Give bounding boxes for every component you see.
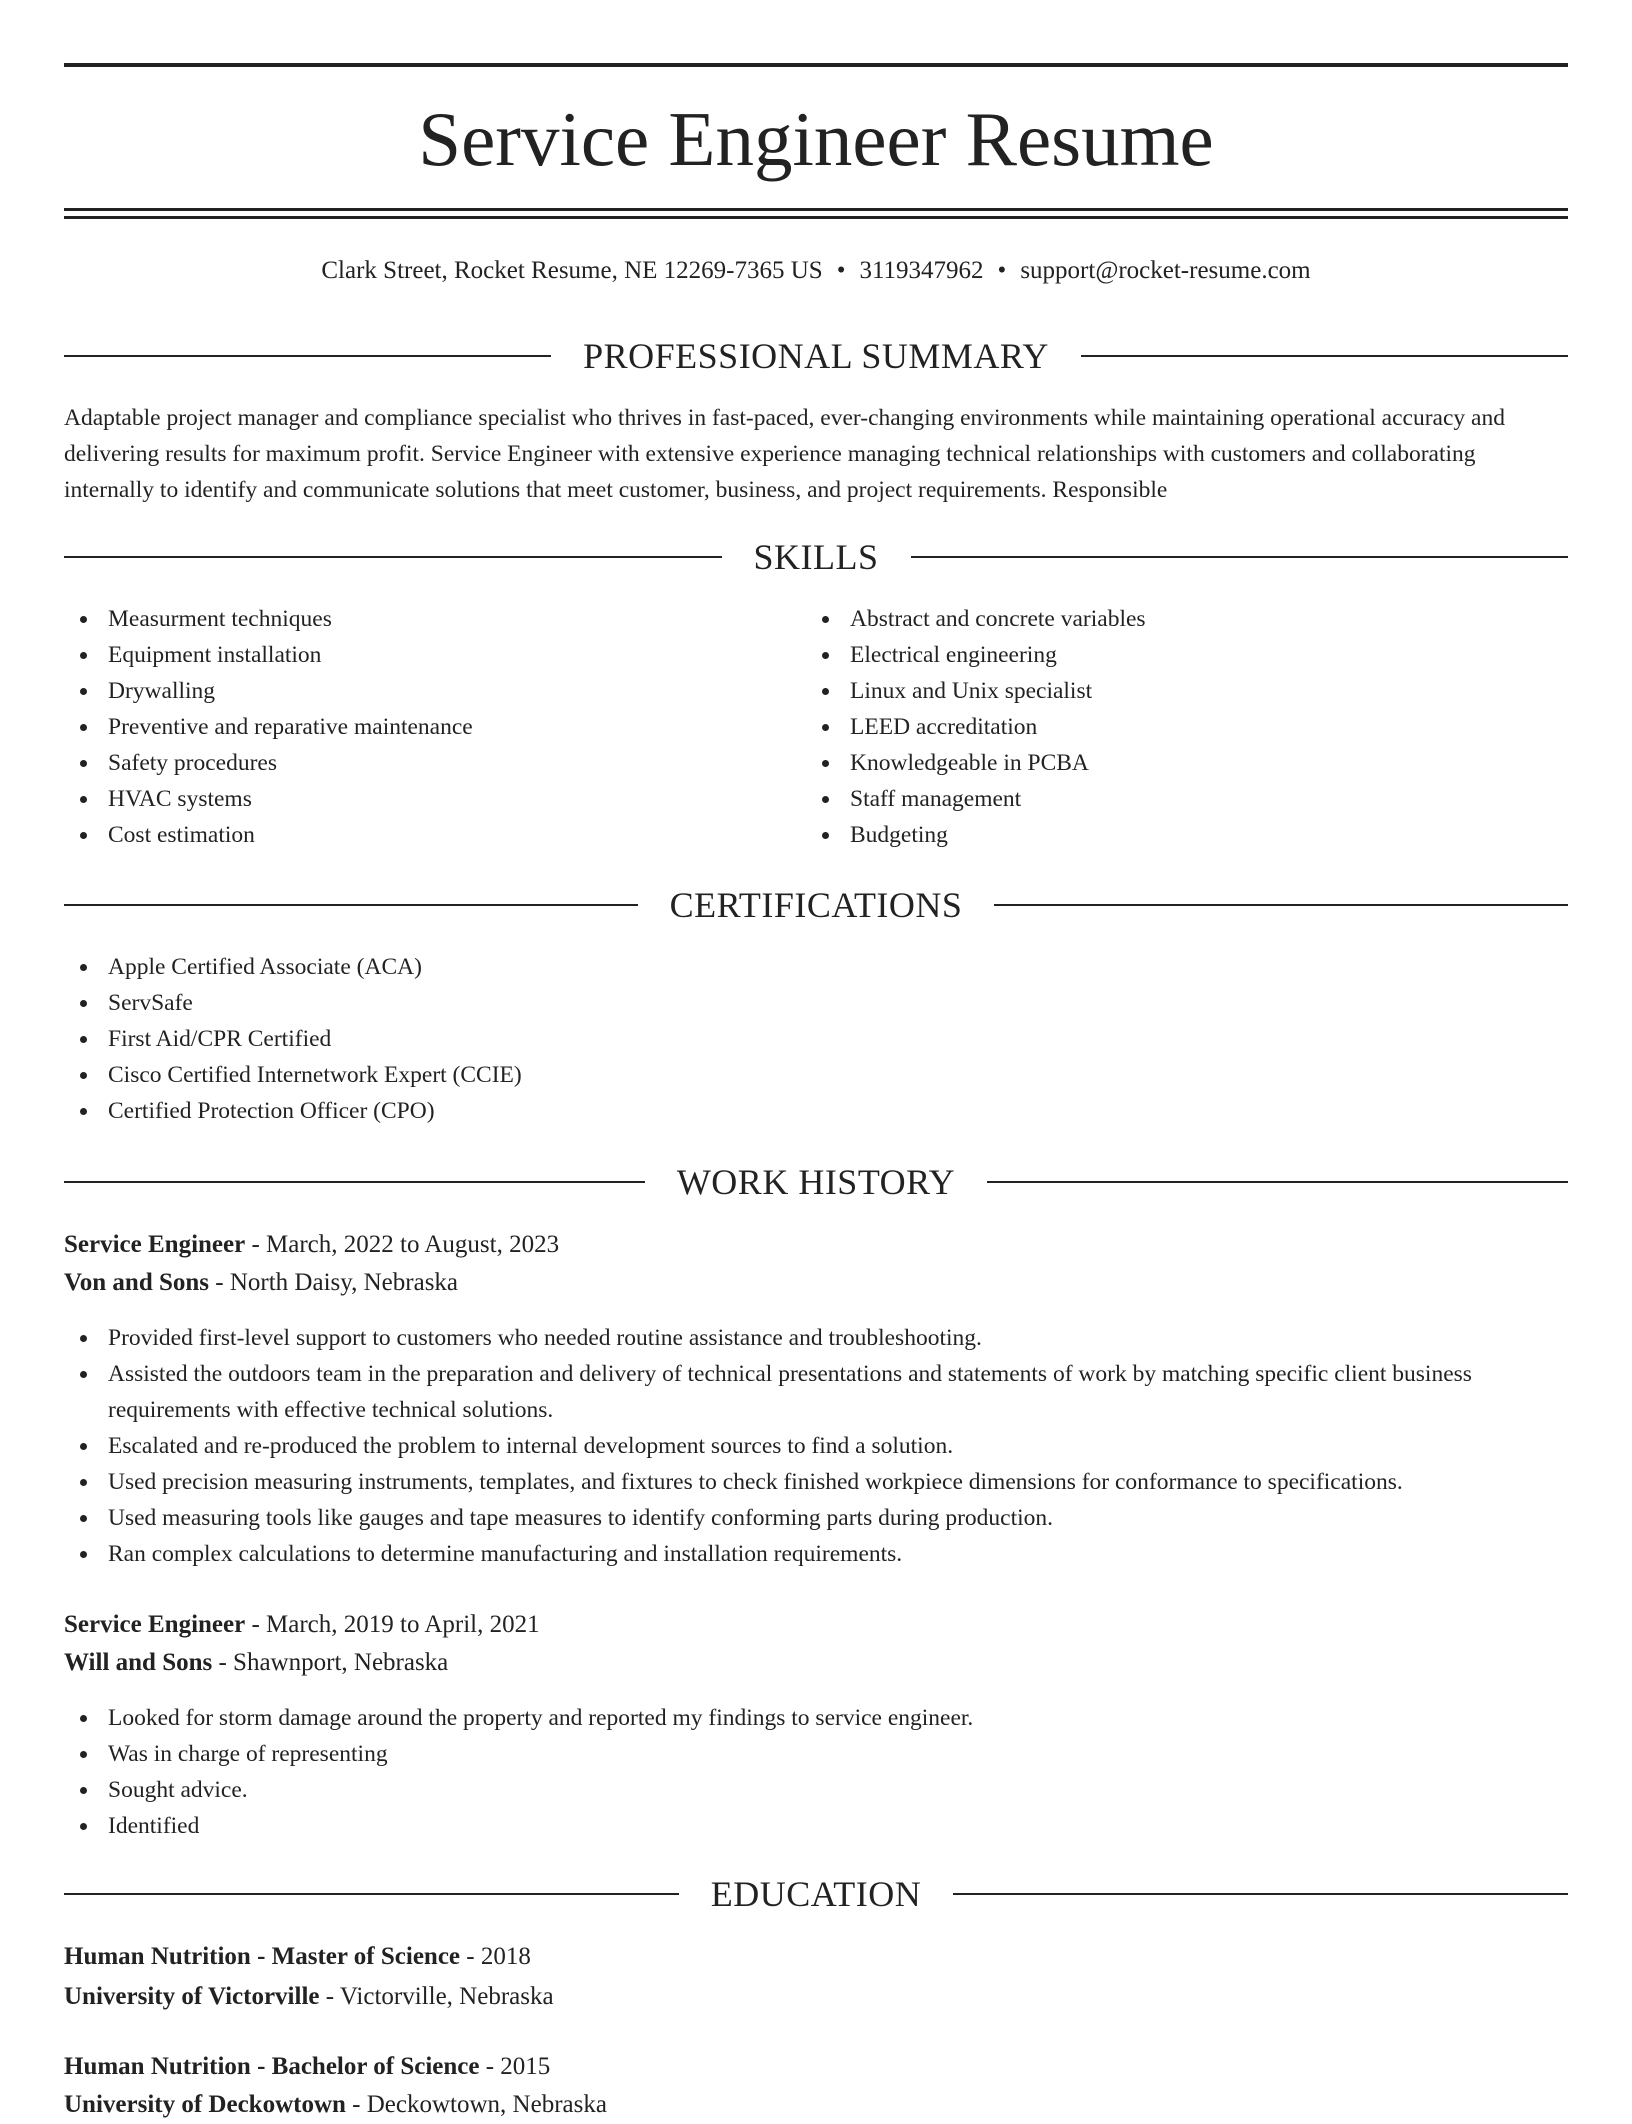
job-title-line <box>64 1606 1568 1644</box>
work-history-heading-label: WORK HISTORY <box>676 1162 956 1202</box>
heading-rule-right <box>1081 355 1568 357</box>
skill-item: HVAC systems <box>64 781 804 817</box>
job-dates: - March, 2022 to August, 2023 <box>245 1231 560 1258</box>
job-company: Von and Sons <box>64 1269 210 1296</box>
certifications-list <box>64 949 1568 1129</box>
job-duty-item: Used precision measuring instruments, templates, and fixtures to check finished workpiece dimensions for conformance to specifications. <box>64 1464 1568 1500</box>
education-school: University of Deckowtown <box>64 2091 346 2118</box>
contact-line <box>64 255 1568 287</box>
job-title-line <box>64 1226 1568 1264</box>
education-degree: Human Nutrition - Bachelor of Science <box>64 2053 480 2080</box>
job-duty-item: Was in charge of representing <box>64 1736 1568 1772</box>
summary-heading-label: PROFESSIONAL SUMMARY <box>583 336 1049 376</box>
contact-address: Clark Street, Rocket Resume, NE 12269-7365 US <box>321 257 823 284</box>
contact-separator: • <box>997 257 1007 284</box>
work-history-heading <box>64 1160 1568 1204</box>
summary-text: Adaptable project manager and compliance specialist who thrives in fast-paced, ever-changing environments while maintaining operational accuracy and delivering results for maximum profit. Service Engineer with extensive experience managing technical relationships with customers and collaborating internally to identify and communicate solutions that meet customer, business, and project requirements. Responsible <box>64 405 1505 503</box>
job-dates: - March, 2019 to April, 2021 <box>245 1611 540 1638</box>
skills-list-right <box>806 601 1546 853</box>
heading-rule-right <box>953 1893 1568 1895</box>
heading-rule-left <box>64 355 551 357</box>
title-double-rule-upper <box>64 208 1568 211</box>
education-school-line <box>64 1978 1568 2016</box>
job-location: - North Daisy, Nebraska <box>209 1269 459 1296</box>
job-duty-item: Ran complex calculations to determine manufacturing and installation requirements. <box>64 1536 1568 1572</box>
education-degree: Human Nutrition - Master of Science <box>64 1943 461 1970</box>
education-year: - 2018 <box>460 1943 531 1970</box>
heading-rule-left <box>64 1893 679 1895</box>
skill-item: Staff management <box>806 781 1546 817</box>
education-year: - 2015 <box>479 2053 551 2080</box>
job-duties-list <box>64 1320 1568 1572</box>
certifications-heading-label: CERTIFICATIONS <box>669 885 963 925</box>
top-rule <box>64 63 1568 67</box>
summary-heading <box>64 334 1568 378</box>
contact-email[interactable]: support@rocket-resume.com <box>1020 257 1311 284</box>
job-duty-item: Assisted the outdoors team in the preparation and delivery of technical presentations and statements of work by matching specific client business requirements with effective technical solutions. <box>64 1356 1568 1428</box>
heading-rule-left <box>64 556 722 558</box>
title-double-rule-lower <box>64 216 1568 219</box>
education-heading-label: EDUCATION <box>710 1874 922 1914</box>
certification-item: Cisco Certified Internetwork Expert (CCIE) <box>64 1057 1568 1093</box>
job-duty-item: Provided first-level support to customers who needed routine assistance and troubleshooting. <box>64 1320 1568 1356</box>
heading-rule-right <box>994 904 1568 906</box>
page-title: Service Engineer Resume <box>418 96 1214 182</box>
contact-phone[interactable]: 3119347962 <box>859 257 984 284</box>
job-company-line <box>64 1264 1568 1302</box>
heading-rule-right <box>987 1181 1568 1183</box>
skill-item: Equipment installation <box>64 637 804 673</box>
job-duty-item: Looked for storm damage around the property and reported my findings to service engineer. <box>64 1700 1568 1736</box>
heading-rule-left <box>64 904 638 906</box>
education-school: University of Victorville <box>64 1983 320 2010</box>
skill-item: Cost estimation <box>64 817 804 853</box>
job-title: Service Engineer <box>64 1611 246 1638</box>
skill-item: Measurment techniques <box>64 601 804 637</box>
skill-item: Safety procedures <box>64 745 804 781</box>
skill-item: LEED accreditation <box>806 709 1546 745</box>
certifications-heading <box>64 883 1568 927</box>
job-company-line <box>64 1644 1568 1682</box>
job-duty-item: Sought advice. <box>64 1772 1568 1808</box>
job-duty-item: Escalated and re-produced the problem to internal development sources to find a solution. <box>64 1428 1568 1464</box>
education-degree-line <box>64 1938 1568 1976</box>
contact-separator: • <box>836 257 846 284</box>
education-heading <box>64 1872 1568 1916</box>
job-duties-list <box>64 1700 1568 1844</box>
education-degree-line <box>64 2048 1568 2086</box>
skill-item: Abstract and concrete variables <box>806 601 1546 637</box>
skill-item: Drywalling <box>64 673 804 709</box>
skill-item: Knowledgeable in PCBA <box>806 745 1546 781</box>
job-location: - Shawnport, Nebraska <box>212 1649 449 1676</box>
job-duty-item: Used measuring tools like gauges and tape measures to identify conforming parts during production. <box>64 1500 1568 1536</box>
skills-heading <box>64 535 1568 579</box>
education-location: - Deckowtown, Nebraska <box>345 2091 607 2118</box>
skill-item: Electrical engineering <box>806 637 1546 673</box>
skill-item: Budgeting <box>806 817 1546 853</box>
heading-rule-left <box>64 1181 645 1183</box>
certification-item: Certified Protection Officer (CPO) <box>64 1093 1568 1129</box>
skills-heading-label: SKILLS <box>753 537 879 577</box>
education-location: - Victorville, Nebraska <box>319 1983 554 2010</box>
skill-item: Preventive and reparative maintenance <box>64 709 804 745</box>
skill-item: Linux and Unix specialist <box>806 673 1546 709</box>
job-duty-item: Identified <box>64 1808 1568 1844</box>
job-company: Will and Sons <box>64 1649 213 1676</box>
skills-list-left <box>64 601 804 853</box>
education-school-line <box>64 2086 1568 2124</box>
certification-item: ServSafe <box>64 985 1568 1021</box>
certification-item: Apple Certified Associate (ACA) <box>64 949 1568 985</box>
job-title: Service Engineer <box>64 1231 246 1258</box>
certification-item: First Aid/CPR Certified <box>64 1021 1568 1057</box>
heading-rule-right <box>911 556 1569 558</box>
